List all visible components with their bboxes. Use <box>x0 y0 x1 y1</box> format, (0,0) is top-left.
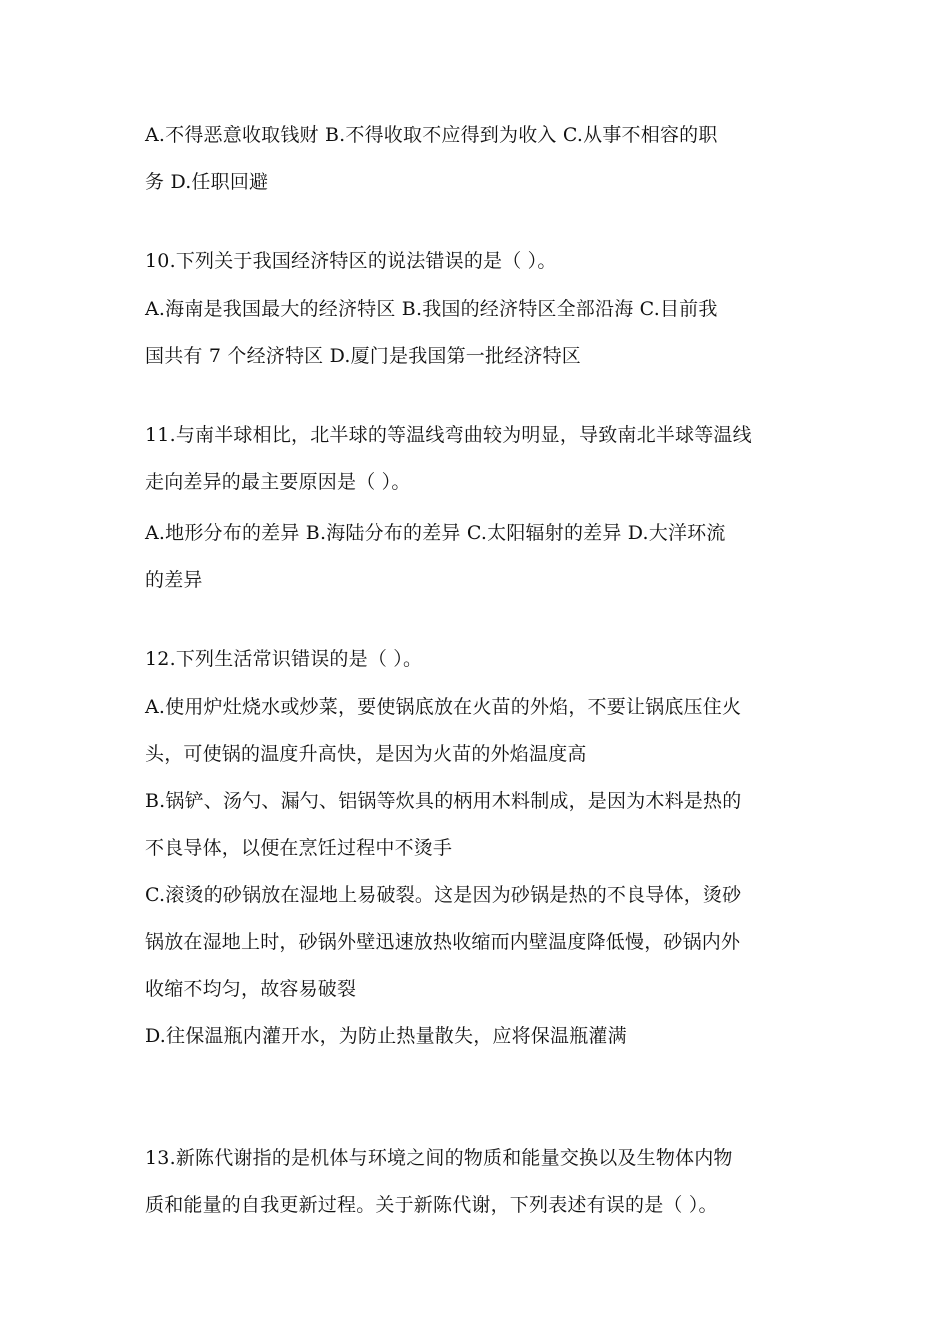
question-12-stem <box>145 636 810 683</box>
question-12-option-c-line-1: C.滚烫的砂锅放在湿地上易破裂。这是因为砂锅是热的不良导体，烫砂 <box>145 884 742 906</box>
question-12-options <box>145 684 810 1060</box>
question-13-stem <box>145 1135 810 1229</box>
question-12-option-a-line-2: 头，可使锅的温度升高快，是因为火苗的外焰温度高 <box>145 743 587 765</box>
question-11-options-line-1: A.地形分布的差异 B.海陆分布的差异 C.太阳辐射的差异 D.大洋环流 <box>145 522 726 544</box>
question-11-stem <box>145 412 810 506</box>
question-11-options <box>145 510 810 604</box>
question-10-options <box>145 286 810 380</box>
question-10-options-line-1: A.海南是我国最大的经济特区 B.我国的经济特区全部沿海 C.目前我 <box>145 298 718 320</box>
question-9-options-line-2: 务 D.任职回避 <box>145 171 269 193</box>
question-10-options-line-2: 国共有 7 个经济特区 D.厦门是我国第一批经济特区 <box>145 345 582 367</box>
question-9-options <box>145 112 810 206</box>
question-9-options-line-1: A.不得恶意收取钱财 B.不得收取不应得到为收入 C.从事不相容的职 <box>145 124 718 146</box>
question-10-stem-line: 10.下列关于我国经济特区的说法错误的是（ ）。 <box>145 250 557 272</box>
question-12-option-d: D.往保温瓶内灌开水，为防止热量散失，应将保温瓶灌满 <box>145 1025 627 1047</box>
question-12-option-c-line-3: 收缩不均匀，故容易破裂 <box>145 978 357 1000</box>
question-13-stem-line-1: 13.新陈代谢指的是机体与环境之间的物质和能量交换以及生物体内物 <box>145 1147 733 1169</box>
question-12-option-b-line-1: B.锅铲、汤勺、漏勺、铝锅等炊具的柄用木料制成，是因为木料是热的 <box>145 790 742 812</box>
question-11-stem-line-2: 走向差异的最主要原因是（ ）。 <box>145 471 411 493</box>
question-12-stem-line: 12.下列生活常识错误的是（ ）。 <box>145 648 423 670</box>
question-13-stem-line-2: 质和能量的自我更新过程。关于新陈代谢，下列表述有误的是（ ）。 <box>145 1194 718 1216</box>
question-11-stem-line-1: 11.与南半球相比，北半球的等温线弯曲较为明显，导致南北半球等温线 <box>145 424 752 446</box>
question-12-option-c-line-2: 锅放在湿地上时，砂锅外壁迅速放热收缩而内壁温度降低慢，砂锅内外 <box>145 931 741 953</box>
question-12-option-b-line-2: 不良导体，以便在烹饪过程中不烫手 <box>145 837 453 859</box>
question-12-option-a-line-1: A.使用炉灶烧水或炒菜，要使锅底放在火苗的外焰，不要让锅底压住火 <box>145 696 742 718</box>
question-10-stem <box>145 238 810 285</box>
question-11-options-line-2: 的差异 <box>145 569 203 591</box>
